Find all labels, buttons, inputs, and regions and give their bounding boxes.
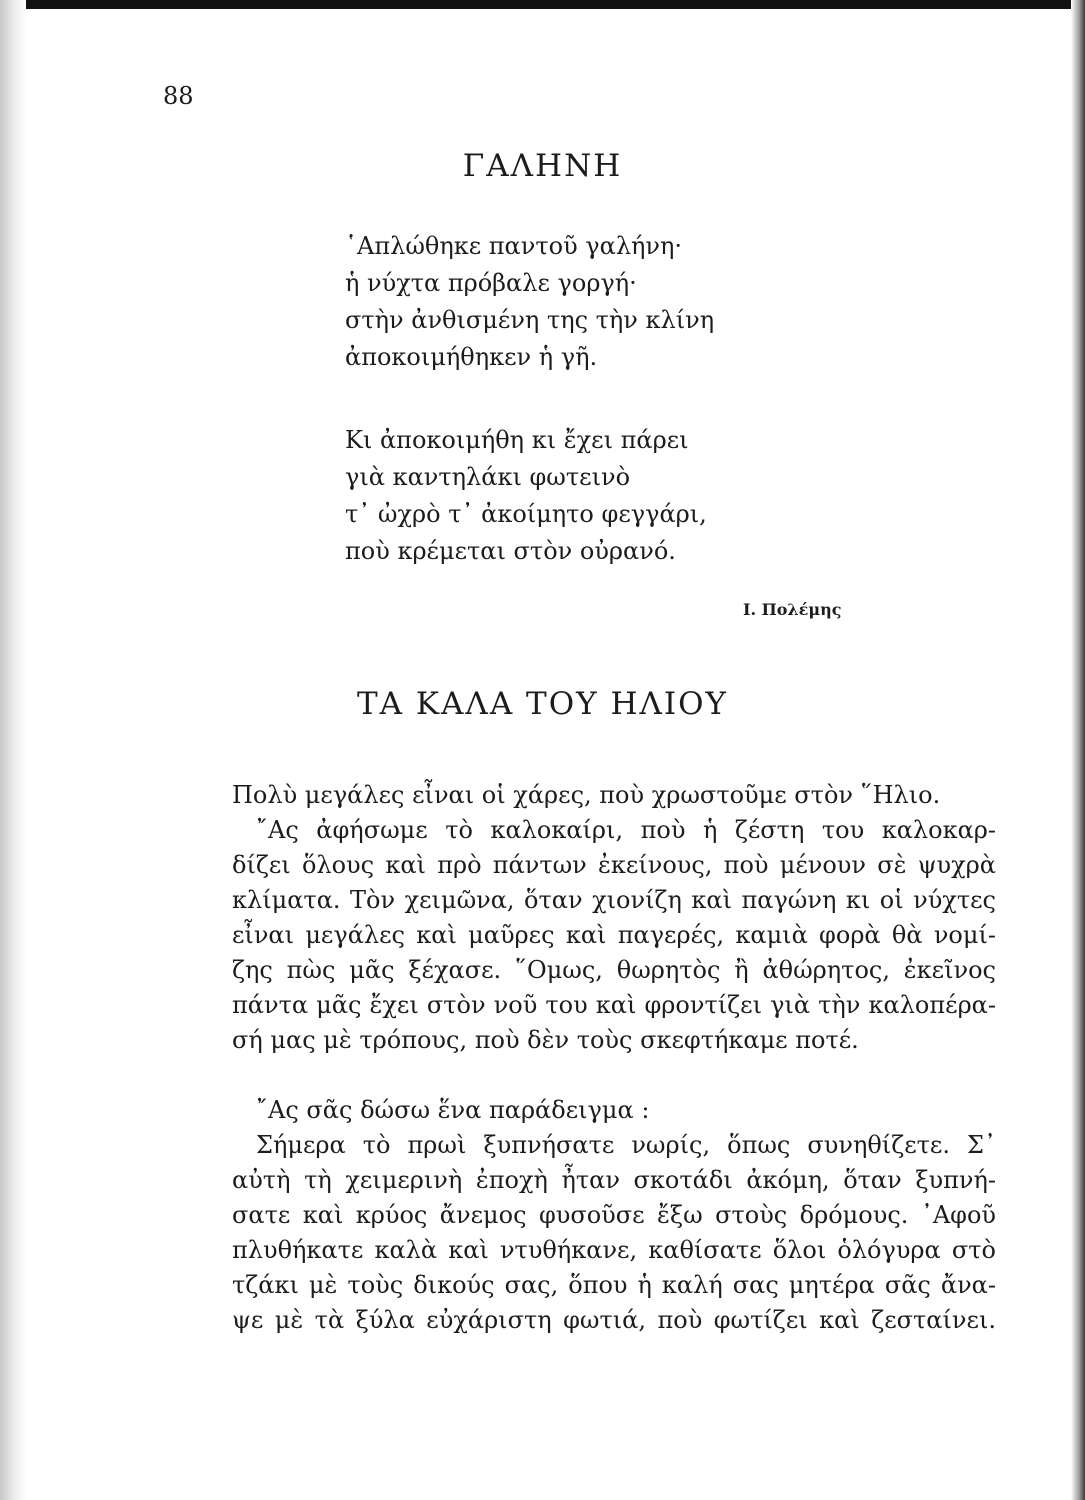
poem-stanza-2 [345,422,707,570]
paragraph-line: πάντα μᾶς ἔχει στὸν νοῦ του καὶ φροντίζει γιὰ τὴν καλοπέρα- [232,991,996,1019]
poem-line: ποὺ κρέμεται στὸν οὐρανό. [345,537,676,565]
poem-line: ῾Απλώθηκε παντοῦ γαλήνη· [345,232,683,260]
paragraph-line: ζης πὼς μᾶς ξέχασε. ῞Ομως, θωρητὸς ἢ ἀθώρητος, ἐκεῖνος [232,956,996,984]
paragraph-line: Πολὺ μεγάλες εἶναι οἱ χάρες, ποὺ χρωστοῦμε στὸν ῞Ηλιο. [232,781,941,809]
paragraph-line: δίζει ὅλους καὶ πρὸ πάντων ἐκείνους, ποὺ μένουν σὲ ψυχρὰ [232,851,996,879]
paragraph-line: πλυθήκατε καλὰ καὶ ντυθήκανε, καθίσατε ὅλοι ὁλόγυρα στὸ [232,1236,996,1264]
poem-author: Ι. Πολέμης [743,600,842,619]
page-right-edge [1071,0,1085,1500]
page-number: 88 [163,82,194,110]
page-gutter-shadow [0,0,26,1500]
paragraph-line: ῎Ας σᾶς δώσω ἕνα παράδειγμα : [256,1096,650,1124]
poem-line: ἀποκοιμήθηκεν ἡ γῆ. [345,343,598,371]
poem-line: ἡ νύχτα πρόβαλε γοργή· [345,269,637,297]
poem-line: Κι ἀποκοιμήθη κι ἔχει πάρει [345,426,689,454]
essay-paragraph-3 [232,1128,996,1338]
essay-paragraph-1 [232,778,996,1058]
poem-line: τ᾽ ὠχρὸ τ᾽ ἀκοίμητο φεγγάρι, [345,500,707,528]
paragraph-line: εἶναι μεγάλες καὶ μαῦρες καὶ παγερές, καμιὰ φορὰ θὰ νομί- [232,921,996,949]
paragraph-line: κλίματα. Τὸν χειμῶνα, ὅταν χιονίζη καὶ παγώνη κι οἱ νύχτες [232,886,996,914]
page-top-edge [0,0,1085,9]
paragraph-line: σατε καὶ κρύος ἄνεμος φυσοῦσε ἔξω στοὺς δρόμους. ᾿Αφοῦ [232,1201,996,1229]
paragraph-line: τζάκι μὲ τοὺς δικούς σας, ὅπου ἡ καλή σας μητέρα σᾶς ἄνα- [232,1271,996,1299]
poem-line: στὴν ἀνθισμένη της τὴν κλίνη [345,306,715,334]
paragraph-line: ψε μὲ τὰ ξύλα εὐχάριστη φωτιά, ποὺ φωτίζει καὶ ζεσταίνει. [232,1306,996,1334]
poem-line: γιὰ καντηλάκι φωτεινὸ [345,463,631,491]
essay-paragraph-2 [232,1093,1020,1128]
essay-title: ΤΑ ΚΑΛΑ ΤΟΥ ΗΛΙΟΥ [356,686,729,722]
poem-title: ΓΑΛΗΝΗ [462,148,623,184]
paragraph-line: Σήμερα τὸ πρωὶ ξυπνήσατε νωρίς, ὅπως συνηθίζετε. Σ᾽ [256,1131,996,1159]
paragraph-line: αὐτὴ τὴ χειμερινὴ ἐποχὴ ἦταν σκοτάδι ἀκόμη, ὅταν ξυπνή- [232,1166,996,1194]
paragraph-line: σή μας μὲ τρόπους, ποὺ δὲν τοὺς σκεφτήκαμε ποτέ. [232,1026,859,1054]
paragraph-line: ῎Ας ἀφήσωμε τὸ καλοκαίρι, ποὺ ἡ ζέστη του καλοκαρ- [256,816,996,844]
poem-stanza-1 [345,228,714,376]
